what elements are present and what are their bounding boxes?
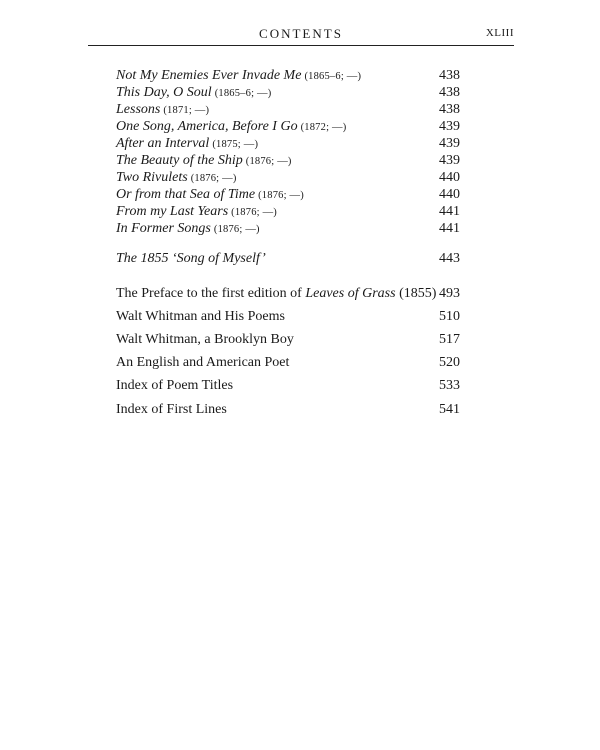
toc-entry-title: Index of First Lines (116, 402, 227, 417)
toc-entry-title: Not My Enemies Ever Invade Me (1865–6; —) (116, 68, 362, 83)
toc-entry-page: 438 (439, 85, 460, 100)
toc-entry-dates: (1875; —) (212, 139, 259, 150)
toc-entry-dates: (1876; —) (231, 207, 277, 218)
toc-entry-page: 493 (439, 286, 460, 301)
toc-entry (116, 308, 460, 326)
toc-entry-page: 443 (439, 251, 460, 266)
toc-entry-dates: (1876; —) (190, 173, 237, 184)
toc-entry-page: 541 (439, 402, 460, 417)
toc-entry-title: Two Rivulets (1876; —) (116, 170, 237, 185)
toc-entry (116, 377, 460, 395)
toc-entry-title: The Preface to the first edition of Leaves of Grass (1855) (116, 286, 437, 301)
toc-entry-title: Or from that Sea of Time (1876; —) (116, 187, 304, 202)
page-number: XLIII (485, 27, 514, 39)
toc-entry (116, 186, 460, 204)
toc-entry-title: One Song, America, Before I Go (1872; —) (116, 119, 347, 134)
toc-entry-title: Index of Poem Titles (116, 378, 234, 393)
toc-entry-dates: (1876; —) (245, 156, 292, 167)
toc-entry (116, 401, 460, 419)
toc-entry-page: 441 (439, 204, 460, 219)
page-title: CONTENTS (259, 26, 343, 41)
toc-entry-preface (116, 285, 460, 303)
header-rule (88, 45, 514, 46)
toc-entry-dates: (1871; —) (163, 105, 210, 116)
toc-entry-title: Walt Whitman, a Brooklyn Boy (116, 332, 294, 347)
toc-entry-dates: (1876; —) (213, 224, 260, 235)
toc-entry (116, 354, 460, 372)
toc-entry (116, 118, 460, 136)
toc-entry-dates: (1865–6; —) (304, 71, 362, 82)
toc-entry-dates: (1865–6; —) (214, 88, 272, 99)
toc-entry-page: 533 (439, 378, 460, 393)
toc-entry-page: 439 (439, 119, 460, 134)
toc-entry-dates: (1872; —) (300, 122, 347, 133)
toc-entry (116, 203, 460, 221)
toc-entry-page: 438 (439, 102, 460, 117)
toc-entry-page: 440 (439, 170, 460, 185)
toc-entry (116, 220, 460, 238)
toc-entry (116, 152, 460, 170)
toc-entry-page: 517 (439, 332, 460, 347)
toc-entry-page: 441 (439, 221, 460, 236)
toc-entry (116, 67, 460, 85)
running-head (88, 26, 514, 46)
toc-entry (116, 169, 460, 187)
toc-entry-page: 439 (439, 136, 460, 151)
toc-entry (116, 135, 460, 153)
toc-entry-title: From my Last Years (1876; —) (116, 204, 277, 219)
toc-entry-page: 438 (439, 68, 460, 83)
toc-entry-title: This Day, O Soul (1865–6; —) (116, 85, 272, 100)
toc-entry-title: Walt Whitman and His Poems (116, 309, 285, 324)
toc-entry (116, 101, 460, 119)
toc-entry-title: Lessons (1871; —) (116, 102, 210, 117)
toc-entry-title: After an Interval (1875; —) (116, 136, 259, 151)
toc-entry-dates: (1876; —) (258, 190, 304, 201)
toc-entry-title: The Beauty of the Ship (1876; —) (116, 153, 292, 168)
toc-entry-page: 439 (439, 153, 460, 168)
toc-entry-title: An English and American Poet (116, 355, 290, 370)
toc-entry-page: 510 (439, 309, 460, 324)
toc-entry (116, 84, 460, 102)
toc-entry-title: In Former Songs (1876; —) (116, 221, 260, 236)
toc-entry-page: 520 (439, 355, 460, 370)
toc-entry-song-of-myself (116, 250, 460, 268)
toc-entry-page: 440 (439, 187, 460, 202)
toc-entry (116, 331, 460, 349)
toc-entry-title: The 1855 ‘Song of Myself’ (116, 251, 266, 266)
